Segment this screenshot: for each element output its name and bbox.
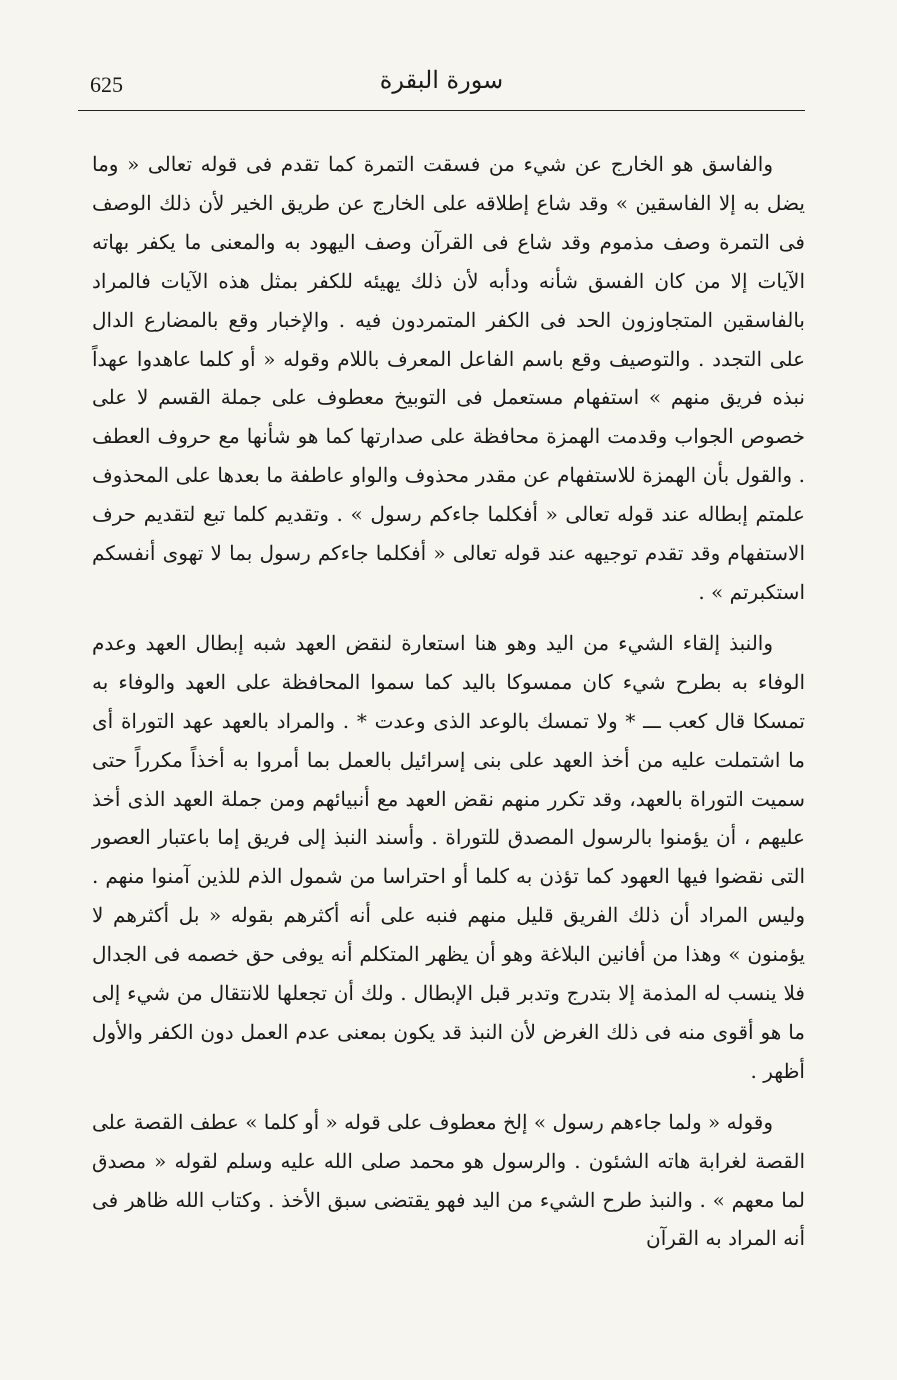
paragraph: والنبذ إلقاء الشيء من اليد وهو هنا استعارة لنقض العهد شبه إبطال العهد وعدم الوفاء به بطرح شيء كان ممسوكا باليد كما سموا المحافظة على العهد والوفاء به تمسكا قال كعب ـــ * ولا تمسك بالوعد الذى وعدت * . والمراد بالعهد عهد التوراة أى ما اشتملت عليه من أخذ العهد على بنى إسرائيل بالعمل بما أمروا به أخذاً مكرراً حتى سميت التوراة بالعهد، وقد تكرر منهم نقض العهد مع أنبيائهم ومن جملة العهد الذى أخذ عليهم ، أن يؤمنوا بالرسول المصدق للتوراة . وأسند النبذ إلى فريق إما باعتبار العصور التى نقضوا فيها العهود كما تؤذن به كلما أو احتراسا من شمول الذم للذين آمنوا منهم . وليس المراد أن ذلك الفريق قليل منهم فنبه على أنه أكثرهم بقوله « بل أكثرهم لا يؤمنون » وهذا من أفانين البلاغة وهو أن يظهر المتكلم أنه يوفى حق خصمه فى الجدال فلا ينسب له المذمة إلا بتدرج وتدبر قبل الإبطال . ولك أن تجعلها للانتقال من شيء إلى ما هو أقوى منه فى ذلك الغرض لأن النبذ قد يكون بمعنى عدم العمل دون الكفر والأول أظهر .	[92, 630, 805, 1083]
running-title: سورة البقرة	[379, 66, 504, 94]
page-header	[78, 62, 805, 111]
paragraph: وقوله « ولما جاءهم رسول » إلخ معطوف على قوله « أو كلما » عطف القصة على القصة لغرابة هاته الشئون . والرسول هو محمد صلى الله عليه وسلم لقوله « مصدق لما معهم » . والنبذ طرح الشيء من اليد فهو يقتضى سبق الأخذ . وكتاب الله ظاهر فى أنه المراد به القرآن	[92, 1109, 805, 1251]
body-text	[92, 145, 805, 1270]
page-number: 625	[90, 72, 123, 97]
paragraph: والفاسق هو الخارج عن شيء من فسقت التمرة كما تقدم فى قوله تعالى « وما يضل به إلا الفاسقين » وقد شاع إطلاقه على الخارج عن طريق الخير لأن ذلك الوصف فى التمرة وصف مذموم وقد شاع فى القرآن وصف اليهود به والمعنى ما يكفر بهاته الآيات إلا من كان الفسق شأنه ودأبه لأن ذلك يهيئه للكفر بمثل هذه الآيات فالمراد بالفاسقين المتجاوزون الحد فى الكفر المتمردون فيه . والإخبار وقع بالمضارع الدال على التجدد . والتوصيف وقع باسم الفاعل المعرف باللام وقوله « أو كلما عاهدوا عهداً نبذه فريق منهم » استفهام مستعمل فى التوبيخ معطوف على جملة القسم لا على خصوص الجواب وقدمت الهمزة محافظة على صدارتها كما هو شأنها مع حروف العطف . والقول بأن الهمزة للاستفهام عن مقدر محذوف والواو عاطفة ما بعدها على المحذوف علمتم إبطاله عند قوله تعالى « أفكلما جاءكم رسول » . وتقديم كلما تبع لتقديم حرف الاستفهام وقد تقدم توجيهه عند قوله تعالى « أفكلما جاءكم رسول بما لا تهوى أنفسكم استكبرتم » .	[92, 152, 805, 604]
